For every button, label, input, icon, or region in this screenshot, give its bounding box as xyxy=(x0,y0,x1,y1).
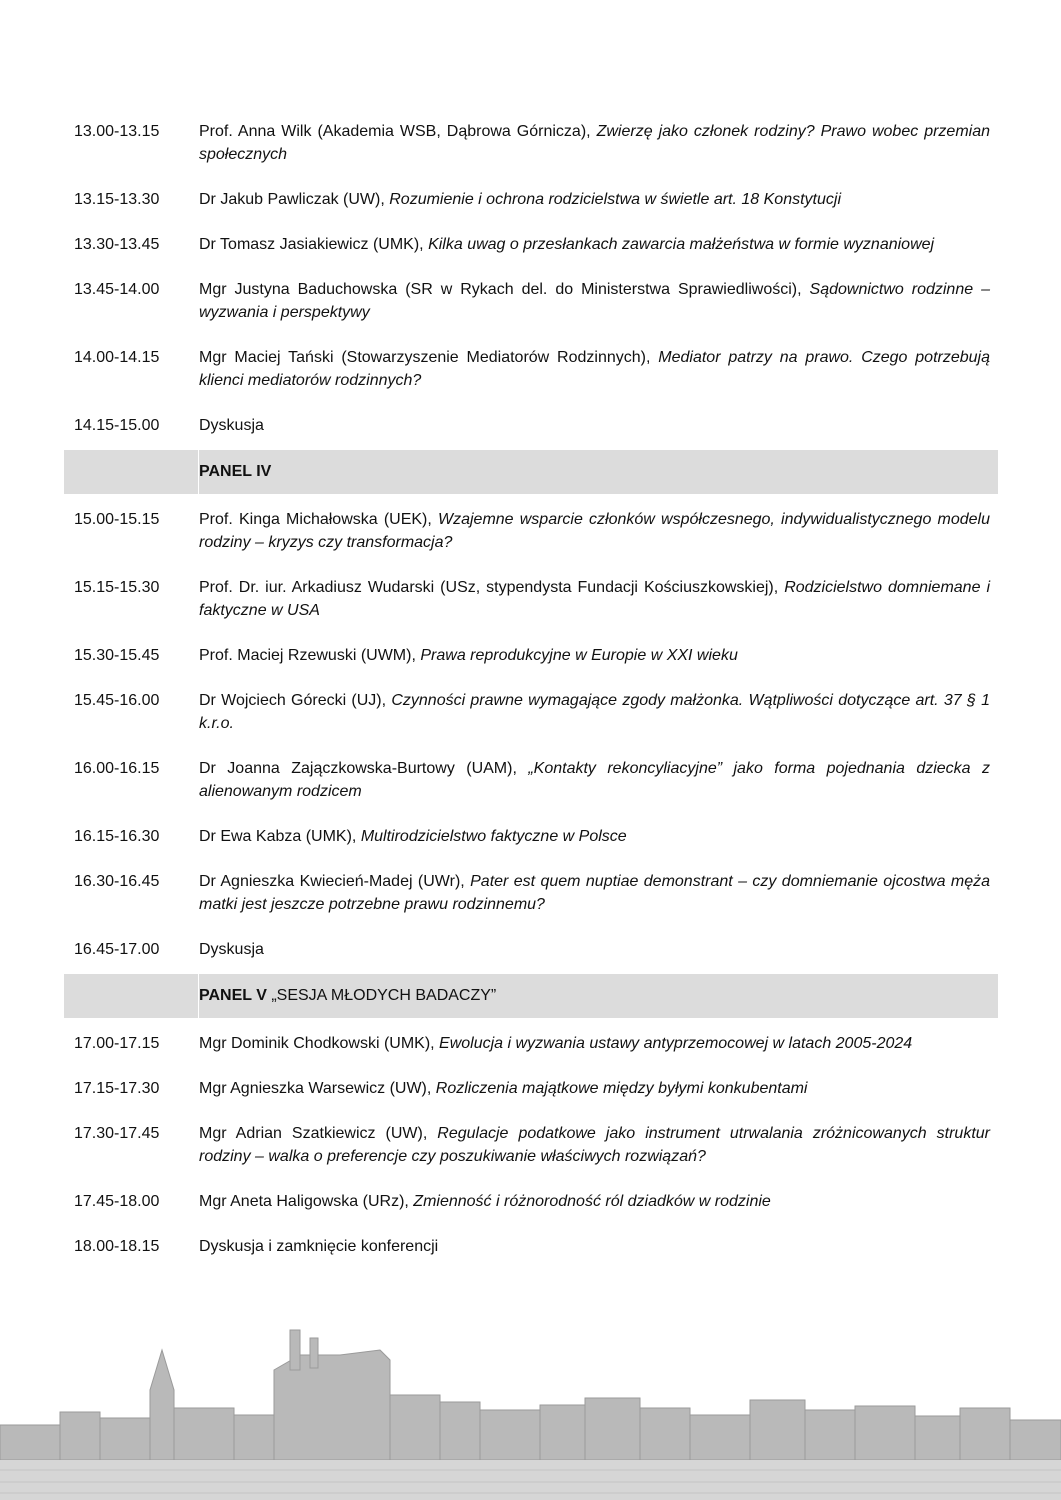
talk-title: Wzajemne wsparcie członków współczesnego, indywidualistycznego modelu rodziny – kryzys czy transformacja? xyxy=(199,511,991,551)
time-slot: 16.00-16.15 xyxy=(74,760,160,777)
time-slot: 17.00-17.15 xyxy=(74,1035,160,1052)
panel-header-v xyxy=(64,974,998,1018)
time-slot: 15.00-15.15 xyxy=(74,511,160,528)
talk-description xyxy=(199,188,998,211)
talk-description xyxy=(199,278,998,324)
speaker: Dyskusja i zamknięcie konferencji xyxy=(199,1238,439,1255)
talk-title: Prawa reprodukcyjne w Europie w XXI wieku xyxy=(420,647,738,664)
speaker: Dr Agnieszka Kwiecień-Madej (UWr), xyxy=(199,873,471,890)
schedule-row xyxy=(64,1122,998,1168)
schedule-row xyxy=(64,233,998,256)
talk-description xyxy=(199,576,998,622)
schedule-row xyxy=(64,346,998,392)
talk-description xyxy=(199,120,998,166)
time-slot: 13.45-14.00 xyxy=(74,281,160,298)
talk-title: Czynności prawne wymagające zgody małżonka. Wątpliwości dotyczące art. 37 § 1 k.r.o. xyxy=(199,692,991,732)
talk-title: Rozliczenia majątkowe między byłymi konkubentami xyxy=(435,1080,808,1097)
schedule-row xyxy=(64,1032,998,1055)
panel-title: PANEL V xyxy=(199,987,267,1004)
panel-title: PANEL IV xyxy=(199,463,272,480)
talk-title: Kilka uwag o przesłankach zawarcia małżeństwa w formie wyznaniowej xyxy=(428,236,935,253)
talk-title: Zmienność i różnorodność ról dziadków w rodzinie xyxy=(413,1193,771,1210)
speaker: Dr Tomasz Jasiakiewicz (UMK), xyxy=(199,236,429,253)
talk-description xyxy=(199,689,998,735)
speaker: Prof. Kinga Michałowska (UEK), xyxy=(199,511,438,528)
speaker: Dr Ewa Kabza (UMK), xyxy=(199,828,361,845)
time-slot: 16.30-16.45 xyxy=(74,873,160,890)
talk-title: Regulacje podatkowe jako instrument utrwalania zróżnicowanych struktur rodziny – walka o preferencje czy poszukiwanie właściwych rozwiązań? xyxy=(199,1125,990,1165)
speaker: Prof. Dr. iur. Arkadiusz Wudarski (USz, stypendysta Fundacji Kościuszkowskiej), xyxy=(199,579,785,596)
time-slot: 15.15-15.30 xyxy=(74,579,160,596)
speaker: Mgr Dominik Chodkowski (UMK), xyxy=(199,1035,440,1052)
talk-title: Zwierzę jako członek rodziny? Prawo wobec przemian społecznych xyxy=(199,123,991,163)
talk-description xyxy=(199,233,998,256)
time-slot: 16.15-16.30 xyxy=(74,828,160,845)
talk-title: „Kontakty rekoncyliacyjne” jako forma pojednania dziecka z alienowanym rodzicem xyxy=(199,760,990,800)
talk-description xyxy=(199,870,998,916)
speaker: Mgr Justyna Baduchowska (SR w Rykach del. do Ministerstwa Sprawiedliwości), xyxy=(199,281,810,298)
talk-description xyxy=(199,644,998,667)
talk-description xyxy=(199,1122,998,1168)
speaker: Mgr Maciej Tański (Stowarzyszenie Mediatorów Rodzinnych), xyxy=(199,349,659,366)
schedule-row xyxy=(64,576,998,622)
speaker: Dyskusja xyxy=(199,941,264,958)
schedule-row xyxy=(64,1235,998,1258)
schedule-row xyxy=(64,414,998,437)
speaker: Dr Joanna Zajączkowska-Burtowy (UAM), xyxy=(199,760,529,777)
schedule-row xyxy=(64,1190,998,1213)
time-slot: 15.30-15.45 xyxy=(74,647,160,664)
conference-schedule xyxy=(64,120,998,1258)
time-slot: 13.00-13.15 xyxy=(74,123,160,140)
schedule-row xyxy=(64,938,998,961)
schedule-row xyxy=(64,188,998,211)
schedule-row xyxy=(64,120,998,166)
speaker: Mgr Aneta Haligowska (URz), xyxy=(199,1193,414,1210)
talk-description xyxy=(199,414,998,437)
time-slot: 13.15-13.30 xyxy=(74,191,160,208)
schedule-row xyxy=(64,689,998,735)
talk-title: Pater est quem nuptiae demonstrant – czy domniemanie ojcostwa męża matki jest jeszcze potrzebne prawu rodzinnemu? xyxy=(199,873,991,913)
speaker: Dyskusja xyxy=(199,417,264,434)
talk-description xyxy=(199,825,998,848)
time-slot: 18.00-18.15 xyxy=(74,1238,160,1255)
time-slot: 17.30-17.45 xyxy=(74,1125,160,1142)
talk-description xyxy=(199,346,998,392)
talk-description xyxy=(199,1032,998,1055)
talk-description xyxy=(199,1077,998,1100)
talk-description xyxy=(199,1235,998,1258)
city-skyline-illustration xyxy=(0,1320,1061,1500)
talk-description xyxy=(199,757,998,803)
talk-title: Mediator patrzy na prawo. Czego potrzebują klienci mediatorów rodzinnych? xyxy=(199,349,990,389)
talk-title: Rodzicielstwo domniemane i faktyczne w USA xyxy=(199,579,990,619)
time-slot: 16.45-17.00 xyxy=(74,941,160,958)
schedule-row xyxy=(64,825,998,848)
time-slot: 17.45-18.00 xyxy=(74,1193,160,1210)
speaker: Mgr Agnieszka Warsewicz (UW), xyxy=(199,1080,436,1097)
time-slot: 13.30-13.45 xyxy=(74,236,160,253)
speaker: Prof. Anna Wilk (Akademia WSB, Dąbrowa Górnicza), xyxy=(199,123,597,140)
talk-description xyxy=(199,508,998,554)
speaker: Mgr Adrian Szatkiewicz (UW), xyxy=(199,1125,438,1142)
schedule-row xyxy=(64,757,998,803)
talk-title: Sądownictwo rodzinne – wyzwania i perspektywy xyxy=(199,281,990,321)
schedule-row xyxy=(64,1077,998,1100)
talk-description xyxy=(199,938,998,961)
time-slot: 17.15-17.30 xyxy=(74,1080,160,1097)
time-slot: 14.00-14.15 xyxy=(74,349,160,366)
talk-title: Ewolucja i wyzwania ustawy antyprzemocowej w latach 2005-2024 xyxy=(439,1035,913,1052)
talk-description xyxy=(199,1190,998,1213)
panel-subtitle: „SESJA MŁODYCH BADACZY” xyxy=(266,987,497,1004)
panel-header-iv xyxy=(64,450,998,494)
schedule-row xyxy=(64,508,998,554)
talk-title: Multirodzicielstwo faktyczne w Polsce xyxy=(360,828,627,845)
speaker: Dr Wojciech Górecki (UJ), xyxy=(199,692,392,709)
schedule-row xyxy=(64,278,998,324)
time-slot: 15.45-16.00 xyxy=(74,692,160,709)
speaker: Prof. Maciej Rzewuski (UWM), xyxy=(199,647,421,664)
schedule-row xyxy=(64,870,998,916)
speaker: Dr Jakub Pawliczak (UW), xyxy=(199,191,390,208)
schedule-row xyxy=(64,644,998,667)
talk-title: Rozumienie i ochrona rodzicielstwa w świetle art. 18 Konstytucji xyxy=(389,191,841,208)
time-slot: 14.15-15.00 xyxy=(74,417,160,434)
